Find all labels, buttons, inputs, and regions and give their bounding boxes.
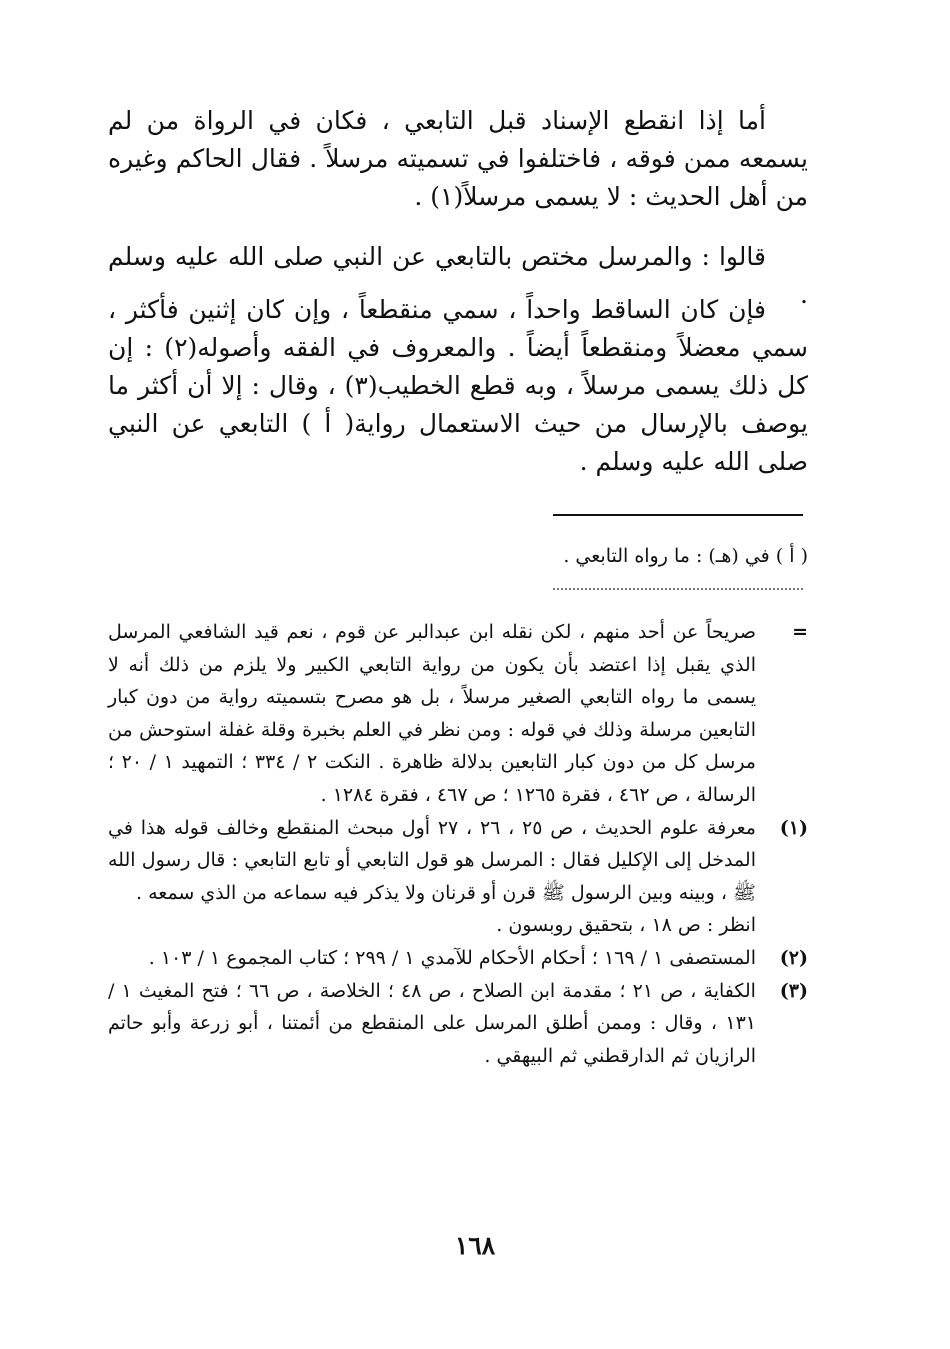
footnote-1-reference: انظر : ص ١٨ ، بتحقيق روبسون .	[496, 914, 756, 937]
footnote-3	[108, 975, 808, 1073]
footnote-2	[108, 942, 808, 975]
footnotes	[108, 616, 808, 1072]
footnote-marker: (٣)	[779, 979, 808, 1002]
continuation-marker: =	[792, 621, 808, 643]
footnote-text: معرفة علوم الحديث ، ص ٢٥ ، ٢٦ ، ٢٧ أول مبحث المنقطع وخالف قوله هذا في المدخل إلى الإكليل فقال : المرسل هو قول التابعي أو تابع التابعي : قال رسول الله ﷺ ، وبينه وبين الرسول ﷺ قرن أو قرنان ولا يذكر فيه سماعه من الذي سمعه .	[108, 816, 756, 904]
footnote-text: المستصفى ١ / ١٦٩ ؛ أحكام الأحكام للآمدي ١ / ٢٩٩ ؛ كتاب المجموع ١ / ١٠٣ .	[148, 946, 756, 969]
footnote-continuation	[108, 616, 808, 812]
footnote-marker: (٢)	[779, 946, 808, 969]
footnote-continuation-text: صريحاً عن أحد منهم ، لكن نقله ابن عبدالبر عن قوم ، نعم قيد الشافعي المرسل الذي يقبل إذا اعتضد بأن يكون من رواية التابعي الكبير ولا يلزم من ذلك أنه لا يسمى ما رواه التابعي الصغير مرسلاً ، بل هو مصرح بتسميته رواية من دون كبار التابعين مرسلة وذلك في قوله : ومن نظر في العلم بخبرة وقلة غفلة استوحش من مرسل كل من دون كبار التابعين بدلالة ظاهرة . النكت ٢ / ٣٣٤ ؛ التمهيد ١ / ٢٠ ؛ الرسالة ، ص ٤٦٢ ، فقرة ١٢٦٥ ؛ ص ٤٦٧ ، فقرة ١٢٨٤ .	[108, 621, 756, 806]
footnote-1	[108, 812, 808, 910]
footnote-marker: (١)	[779, 816, 808, 839]
paragraph-3: فإن كان الساقط واحداً ، سمي منقطعاً ، وإن كان إثنين فأكثر ، سمي معضلاً ومنقطعاً أيضاً . والمعروف في الفقه وأصوله(٢) : إن كل ذلك يسمى مرسلاً ، وبه قطع الخطيب(٣) ، وقال : إلا أن أكثر ما يوصف بالإرسال من حيث الاستعمال رواية( أ ) التابعي عن النبي صلى الله عليه وسلم .	[108, 295, 808, 476]
paragraph-1: أما إذا انقطع الإسناد قبل التابعي ، فكان في الرواة من لم يسمعه ممن فوقه ، فاختلفوا في تسميته مرسلاً . فقال الحاكم وغيره من أهل الحديث : لا يسمى مرسلاً(١) .	[108, 106, 808, 211]
dotted-separator	[553, 588, 803, 590]
footnote-separator	[553, 514, 803, 516]
page-number: ١٦٨	[454, 1231, 496, 1260]
paragraph-2: قالوا : والمرسل مختص بالتابعي عن النبي صلى الله عليه وسلم .	[108, 242, 808, 309]
editor-note: ( أ ) في (هـ) : ما رواه التابعي .	[563, 545, 808, 567]
footnote-text: الكفاية ، ص ٢١ ؛ مقدمة ابن الصلاح ، ص ٤٨ ؛ الخلاصة ، ص ٦٦ ؛ فتح المغيث ١ / ١٣١ ، وقال : وممن أطلق المرسل على المنقطع من أئمتنا ، أبو زرعة وأبو حاتم الرازيان ثم الدارقطني ثم البيهقي .	[108, 979, 756, 1067]
main-text	[108, 102, 808, 481]
